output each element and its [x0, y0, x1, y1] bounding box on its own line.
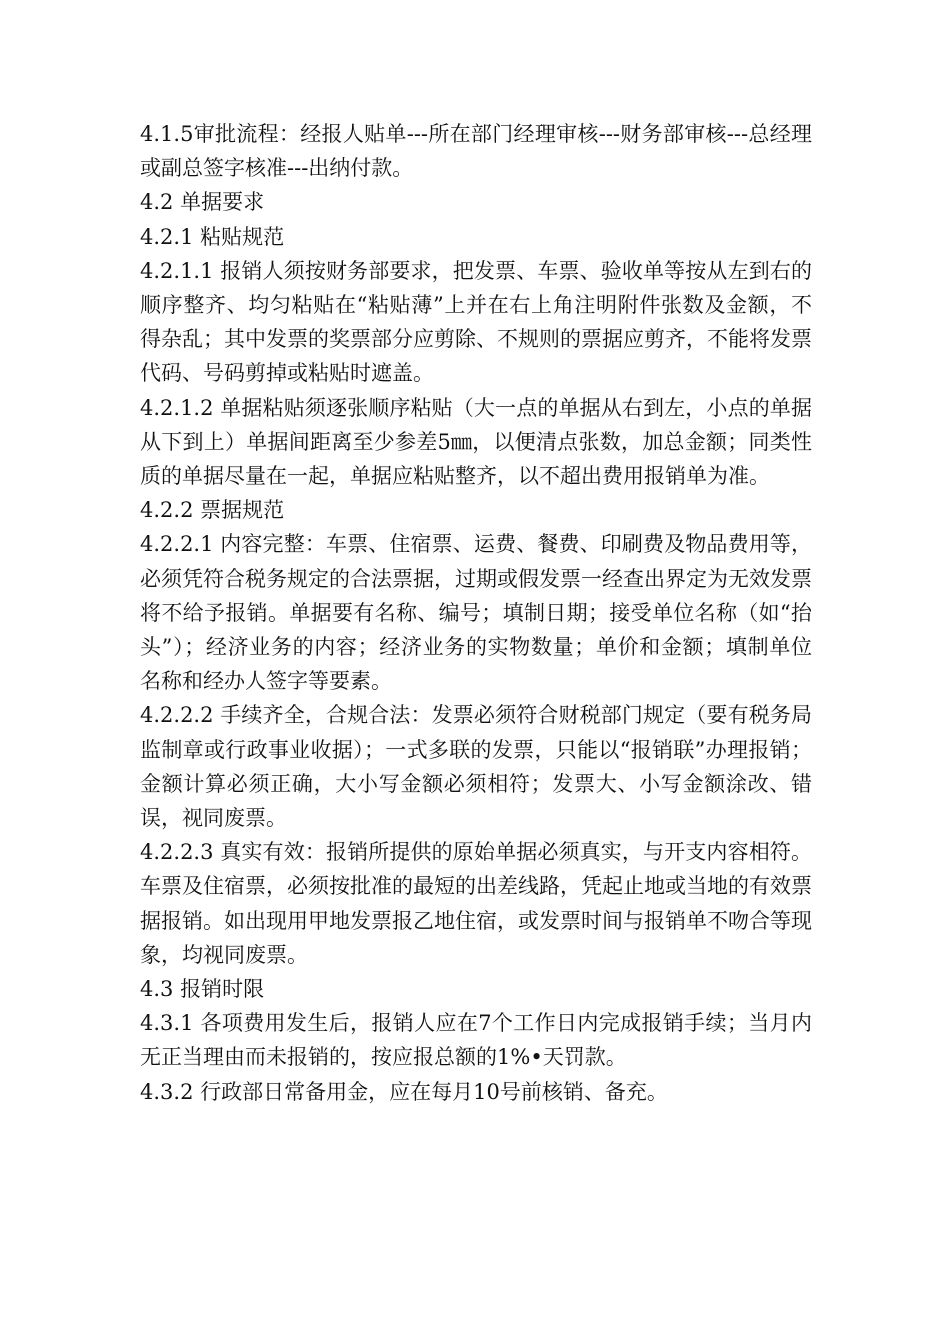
pasting-rule-paragraph-1: 4.2.1.1 报销人须按财务部要求，把发票、车票、验收单等按从左到右的顺序整齐、均匀粘贴在“粘贴薄”上并在右上角注明附件张数及金额，不得杂乱；其中发票的奖票部分应剪除、不规则的票据应剪齐，不能将发票代码、号码剪掉或粘贴时遮盖。: [140, 258, 812, 386]
subsection-heading-pasting-rules: 4.2.1 粘贴规范: [140, 224, 285, 249]
deadline-paragraph-2: 4.3.2 行政部日常备用金，应在每月10号前核销、备充。: [140, 1079, 668, 1104]
document-page: [140, 117, 812, 1109]
deadline-paragraph-1: 4.3.1 各项费用发生后，报销人应在7个工作日内完成报销手续；当月内无正当理由而未报销的，按应报总额的1%•天罚款。: [140, 1011, 812, 1070]
approval-process-paragraph: 4.1.5审批流程：经报人贴单---所在部门经理审核---财务部审核---总经理或副总签字核准---出纳付款。: [140, 122, 812, 181]
pasting-rule-paragraph-2: 4.2.1.2 单据粘贴须逐张顺序粘贴（大一点的单据从右到左，小点的单据从下到上）单据间距离至少参差5㎜，以便清点张数，加总金额；同类性质的单据尽量在一起，单据应粘贴整齐，以不超出费用报销单为准。: [140, 395, 812, 489]
section-heading-document-requirements: 4.2 单据要求: [140, 190, 265, 215]
receipt-rule-paragraph-3: 4.2.2.3 真实有效：报销所提供的原始单据必须真实，与开支内容相符。车票及住宿票，必须按批准的最短的出差线路，凭起止地或当地的有效票据报销。如出现用甲地发票报乙地住宿，或发票时间与报销单不吻合等现象，均视同废票。: [140, 840, 812, 967]
subsection-heading-receipt-rules: 4.2.2 票据规范: [140, 498, 285, 523]
section-heading-reimbursement-deadline: 4.3 报销时限: [140, 977, 265, 1002]
receipt-rule-paragraph-2: 4.2.2.2 手续齐全，合规合法：发票必须符合财税部门规定（要有税务局监制章或行政事业收据）；一式多联的发票，只能以“报销联”办理报销；金额计算必须正确，大小写金额必须相符；发票大、小写金额涂改、错误，视同废票。: [140, 703, 812, 831]
receipt-rule-paragraph-1: 4.2.2.1 内容完整：车票、住宿票、运费、餐费、印刷费及物品费用等，必须凭符合税务规定的合法票据，过期或假发票一经查出界定为无效发票将不给予报销。单据要有名称、编号；填制日期；接受单位名称（如“抬头”）；经济业务的内容；经济业务的实物数量；单价和金额；填制单位名称和经办人签字等要素。: [140, 532, 812, 694]
